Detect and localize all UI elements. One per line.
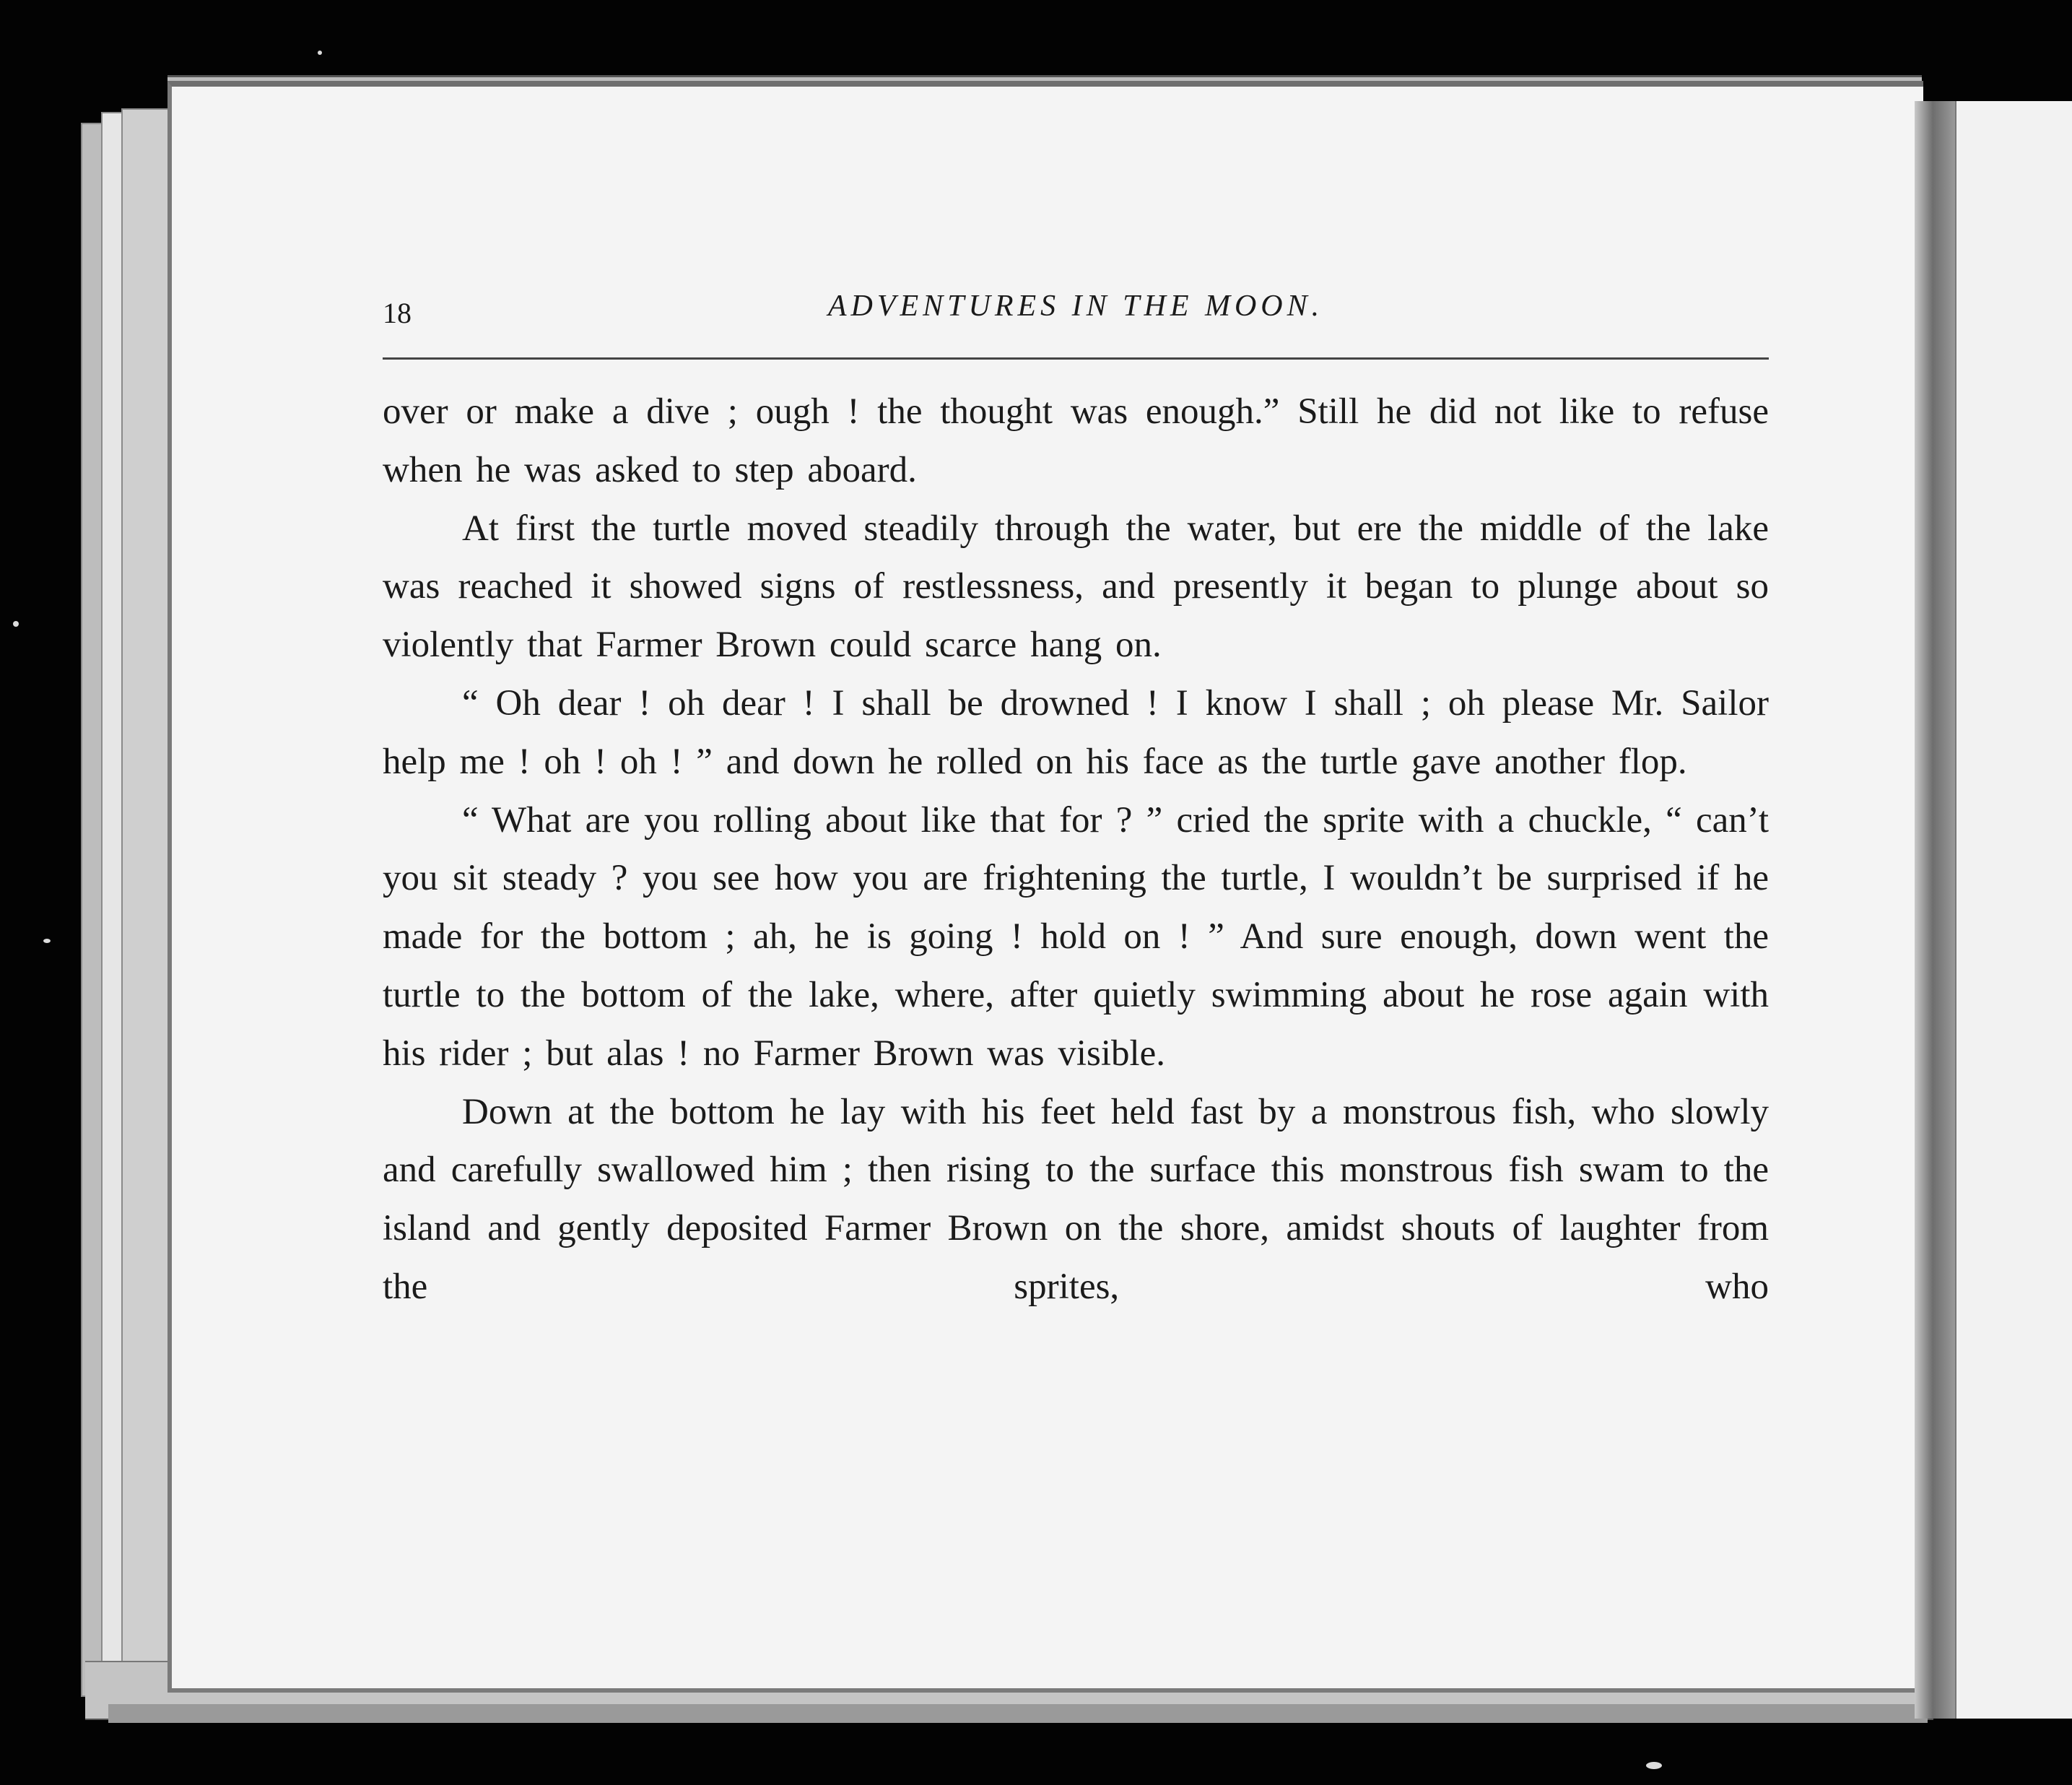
book-gutter	[1915, 101, 1955, 1719]
header-rule	[383, 357, 1769, 360]
paragraph: Down at the bottom he lay with his feet held fast by a monstrous fish, who slowly and carefully swallowed him ; then rising to the surface this monstrous fish swam to the island and gently deposited Farmer Brown on the shore, amidst shouts of laughter from the sprites, who	[383, 1091, 1769, 1307]
running-title: ADVENTURES IN THE MOON.	[827, 290, 1324, 323]
page-bottom-shadow	[108, 1704, 1928, 1723]
dust-speck	[43, 939, 51, 943]
paragraph: At first the turtle moved steadily through the water, but ere the middle of the lake was reached it showed signs of restlessness, and presently it began to plunge about so violently that Farmer Brown could scarce hang on.	[383, 508, 1769, 666]
body-text	[383, 383, 1769, 1316]
facing-page-edge	[1955, 101, 2072, 1719]
paragraph: “ What are you rolling about like that for ? ” cried the sprite with a chuckle, “ can’t you sit steady ? you see how you are frightening the turtle, I wouldn’t be surprised if he made for the bottom ; ah, he is going ! hold on ! ” And sure enough, down went the turtle to the bottom of the lake, where, after quietly swimming about he rose again with his rider ; but alas ! no Farmer Brown was visible.	[383, 799, 1769, 1074]
page-number: 18	[383, 297, 412, 329]
running-header	[383, 289, 1769, 339]
dust-speck	[13, 621, 19, 627]
paragraph: “ Oh dear ! oh dear ! I shall be drowned ! I know I shall ; oh please Mr. Sailor help me ! oh ! oh ! ” and down he rolled on his face as the turtle gave another flop.	[383, 682, 1769, 782]
paragraph: over or make a dive ; ough ! the thought was enough.” Still he did not like to refuse when he was asked to step aboard.	[383, 391, 1769, 490]
dust-speck	[1646, 1762, 1662, 1769]
dust-speck	[318, 51, 322, 55]
